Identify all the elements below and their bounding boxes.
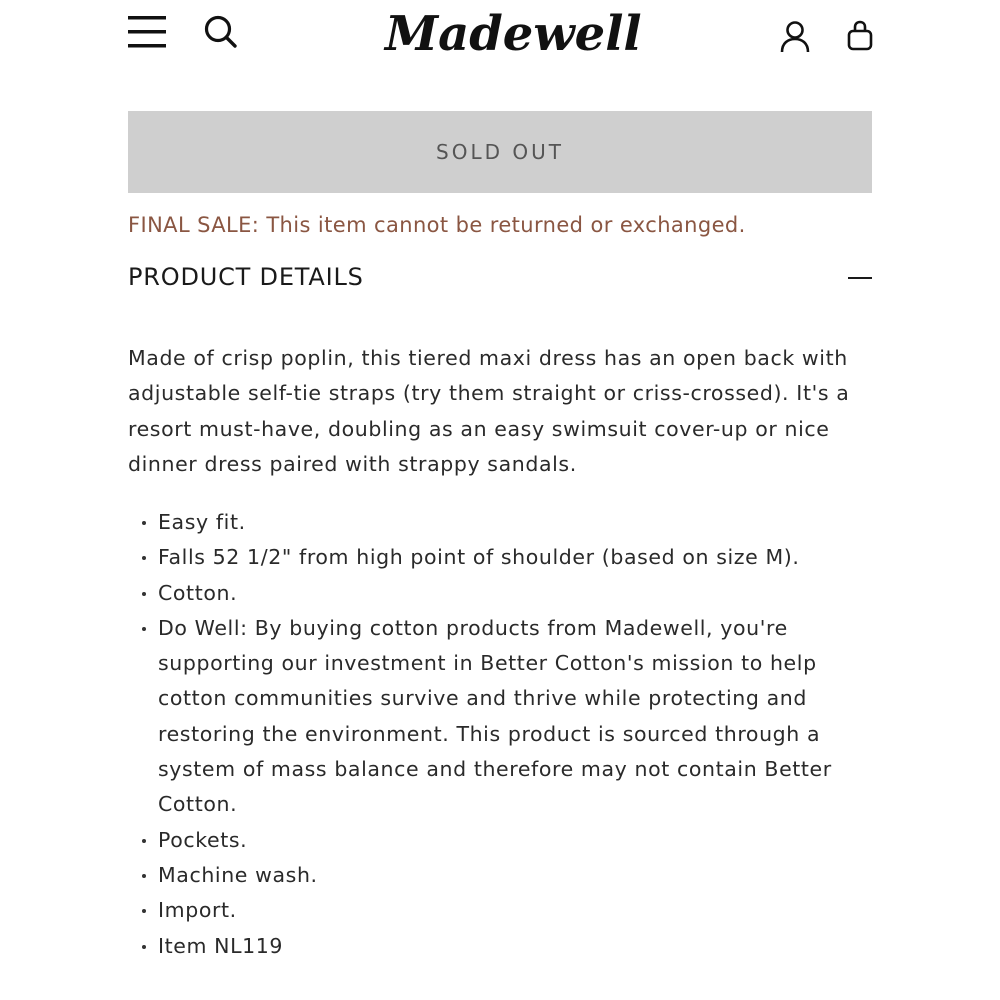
hamburger-menu-icon[interactable]: [128, 14, 166, 50]
account-icon[interactable]: [779, 20, 811, 54]
list-item-text: Import.: [158, 898, 237, 923]
bullet-icon: [142, 627, 146, 631]
product-description: Made of crisp poplin, this tiered maxi dress has an open back with adjustable self-tie straps (try them straight or criss-crossed). It's a resort must-have, doubling as an easy swimsuit cover-up or nice dinner dress paired with strappy sandals.: [128, 346, 850, 477]
list-item-text: Cotton.: [158, 580, 238, 605]
list-item-text: Falls 52 1/2" from high point of shoulder (based on size M).: [158, 545, 800, 570]
list-item-text: Item NL119: [158, 933, 284, 958]
madewell-logo[interactable]: Madewell: [385, 6, 642, 62]
list-item: [128, 505, 848, 540]
list-item-text: Easy fit.: [158, 510, 246, 534]
list-item: [128, 823, 848, 858]
shopping-bag-icon[interactable]: [846, 20, 874, 52]
list-item-text: Pockets.: [158, 827, 248, 852]
bullet-icon: [142, 556, 146, 560]
product-details-title: PRODUCT DETAILS: [128, 263, 364, 291]
bullet-icon: [142, 909, 146, 913]
list-item: [128, 540, 848, 575]
list-item: [128, 858, 848, 893]
list-item: [128, 576, 848, 611]
bullet-icon: [142, 839, 146, 843]
search-icon[interactable]: [203, 14, 239, 50]
product-details-list: [128, 505, 872, 964]
bullet-icon: [142, 874, 146, 878]
bullet-icon: [142, 945, 146, 949]
sold-out-button[interactable]: SOLD OUT: [128, 111, 872, 193]
bullet-icon: [142, 592, 146, 596]
list-item: [128, 893, 848, 928]
bullet-icon: [142, 521, 146, 525]
list-item-text: Do Well: By buying cotton products from Madewell, you're supporting our investment in Better Cotton's mission to help cotton communities survive and thrive while protecting and restoring the environment. This product is sourced through a system of mass balance and therefore may not contain Better Cotton.: [158, 615, 832, 817]
list-item-text: Machine wash.: [158, 862, 318, 887]
list-item: [128, 611, 848, 823]
final-sale-notice: FINAL SALE: This item cannot be returned or exchanged.: [128, 213, 746, 237]
site-header: [0, 0, 1000, 80]
minus-collapse-icon[interactable]: [848, 277, 872, 279]
product-details-toggle[interactable]: [128, 258, 872, 298]
list-item: [128, 929, 848, 964]
